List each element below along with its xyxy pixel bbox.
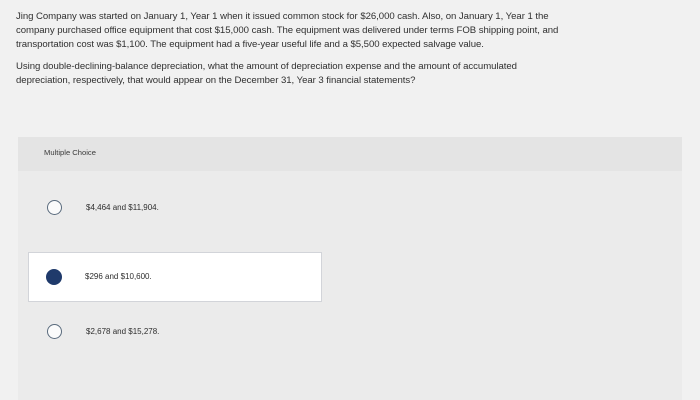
radio-button-selected[interactable] (46, 269, 62, 285)
question-line: Jing Company was started on January 1, Year 1 when it issued common stock for $26,000 cash. Also, on January 1, Year 1 the (16, 11, 549, 22)
multiple-choice-header (18, 137, 682, 171)
answer-option-3[interactable] (18, 309, 682, 355)
answer-option-label: $296 and $10,600. (85, 272, 152, 281)
question-line: company purchased office equipment that cost $15,000 cash. The equipment was delivered under terms FOB shipping point, and (16, 25, 559, 36)
question-line: Using double-declining-balance depreciation, what the amount of depreciation expense and the amount of accumulated (16, 61, 517, 72)
radio-button-unselected[interactable] (47, 200, 62, 215)
answer-option-1[interactable] (18, 185, 682, 231)
question-line: transportation cost was $1,100. The equipment had a five-year useful life and a $5,500 expected salvage value. (16, 39, 484, 50)
question-paragraph-1 (16, 10, 676, 52)
question-text (16, 10, 676, 88)
answer-option-2-selected[interactable] (28, 252, 322, 302)
multiple-choice-panel (18, 137, 682, 400)
answer-option-label: $2,678 and $15,278. (86, 327, 160, 336)
radio-button-unselected[interactable] (47, 324, 62, 339)
question-line: depreciation, respectively, that would appear on the December 31, Year 3 financial statements? (16, 75, 416, 86)
question-paragraph-2 (16, 60, 676, 88)
multiple-choice-title: Multiple Choice (44, 148, 96, 157)
answer-option-label: $4,464 and $11,904. (86, 203, 159, 212)
